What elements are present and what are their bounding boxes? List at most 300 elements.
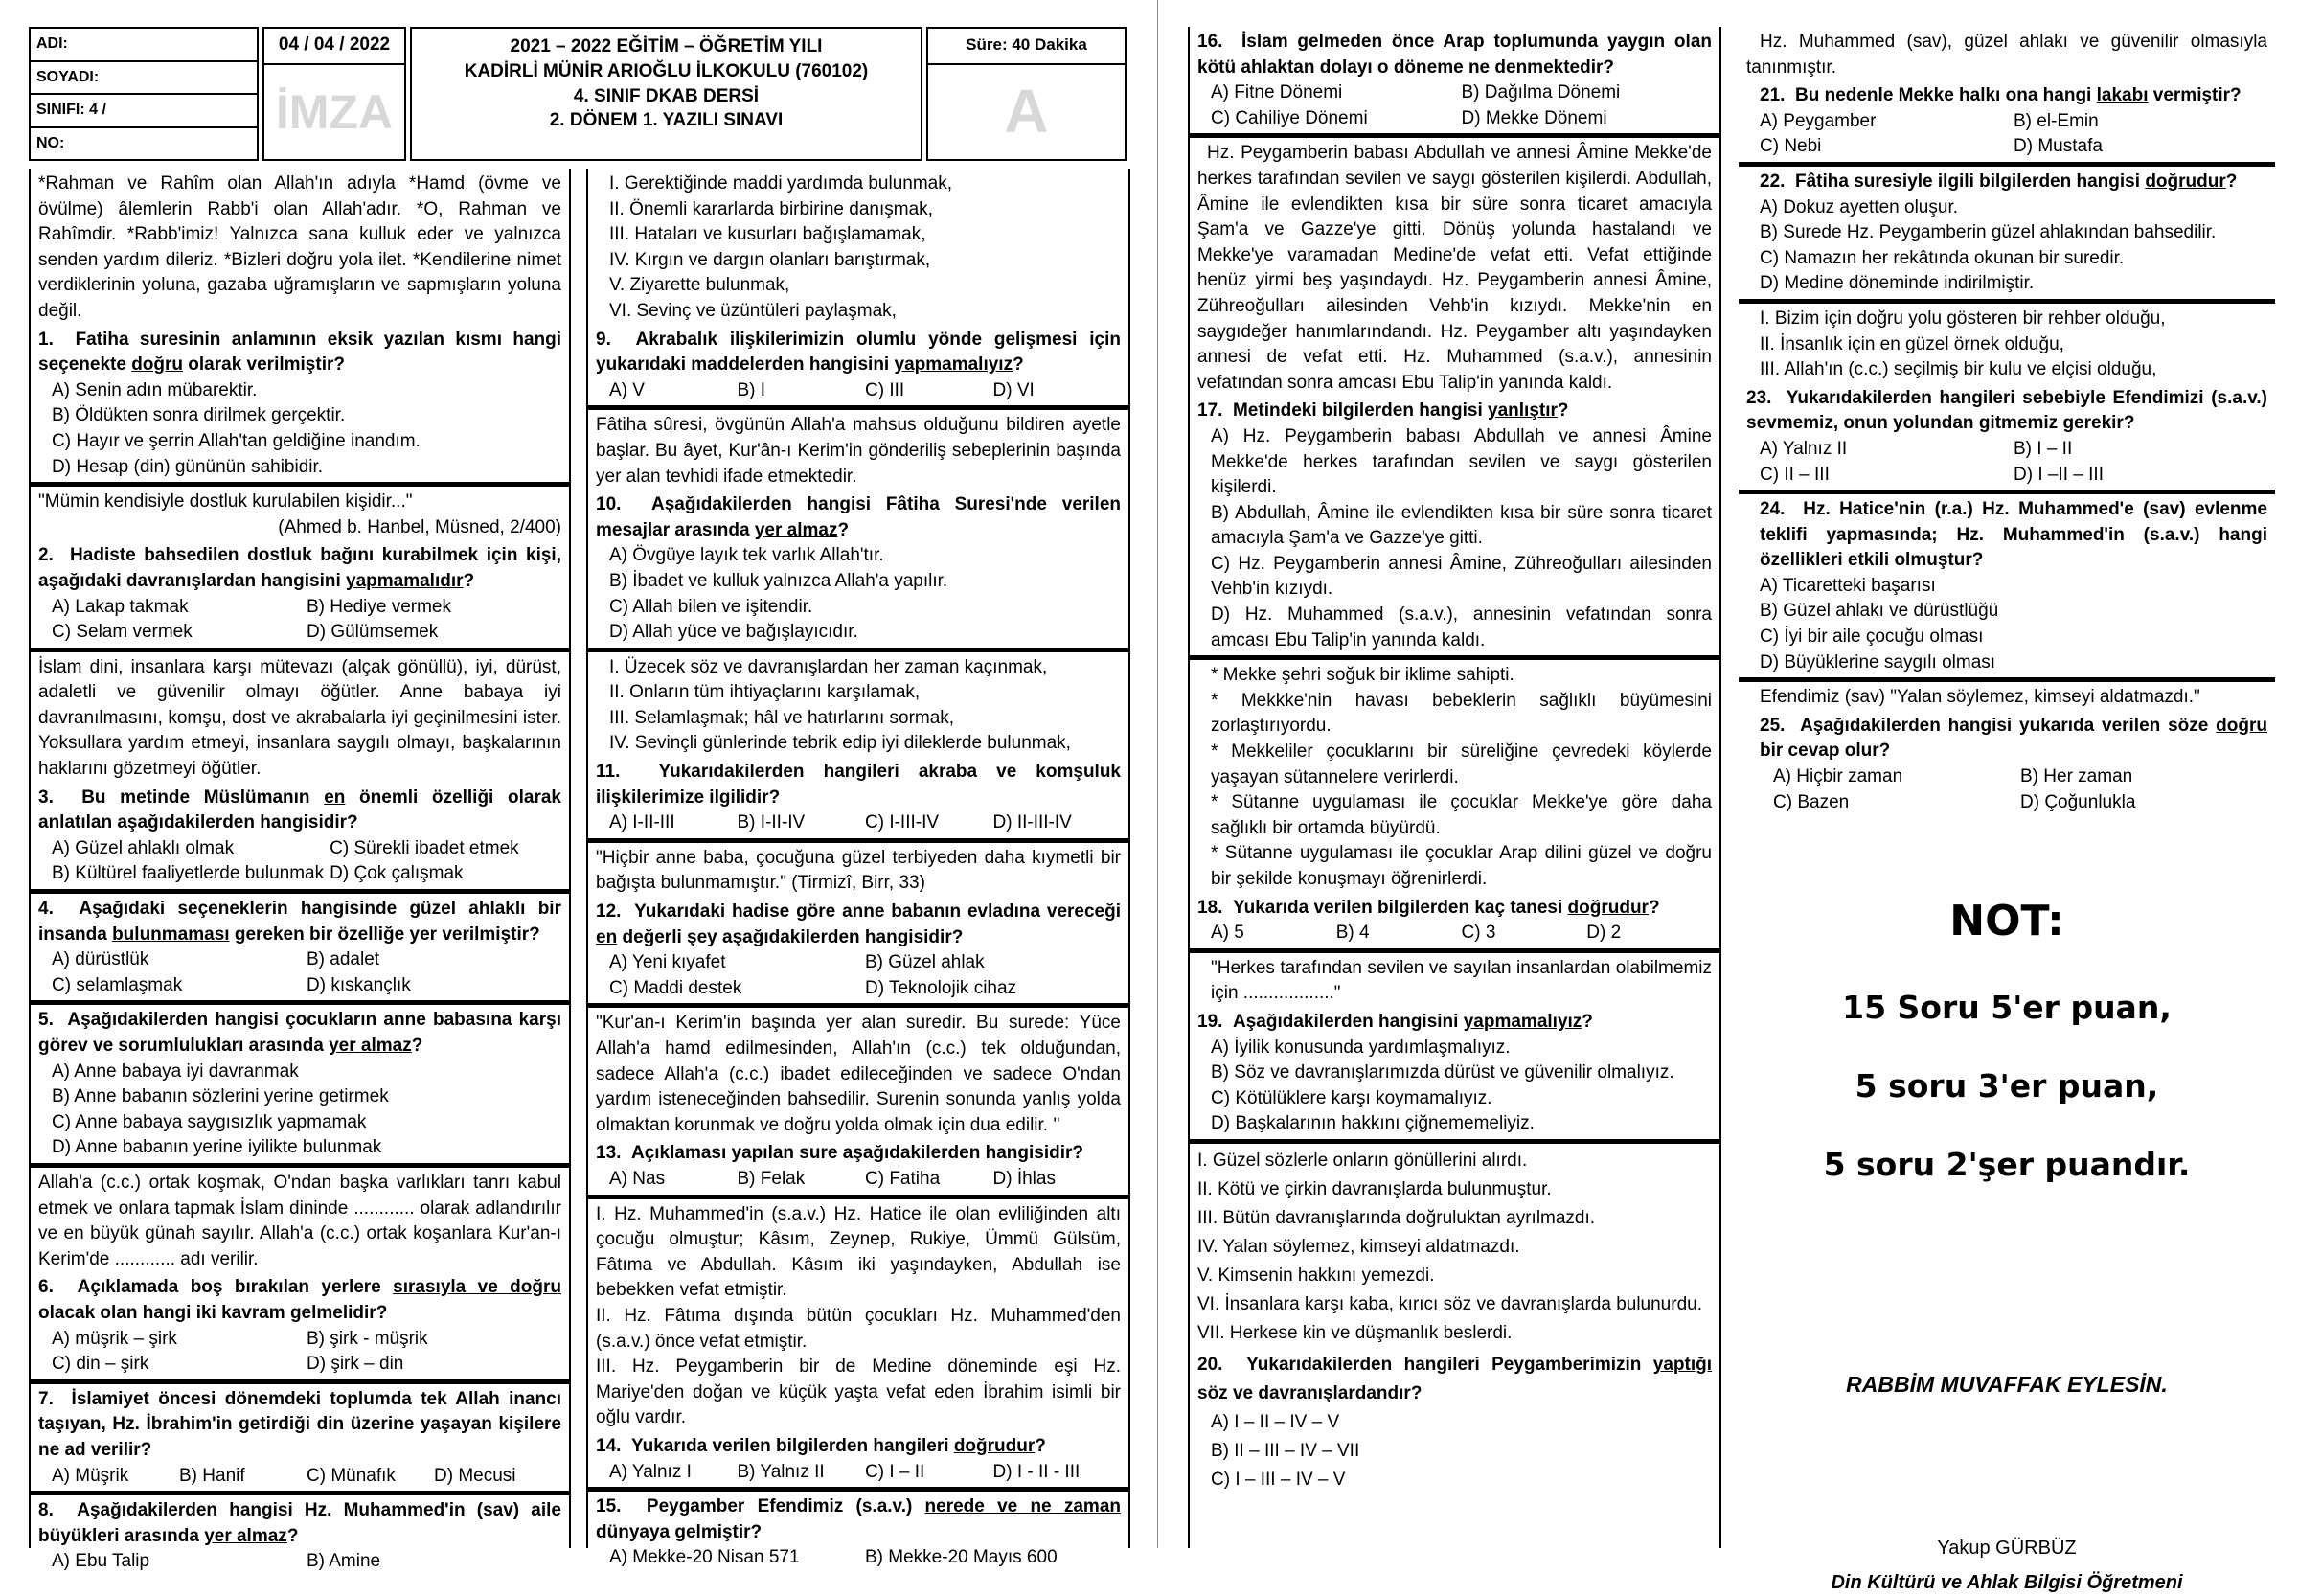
question-11 xyxy=(596,760,1121,810)
question-text: 14. xyxy=(596,1435,622,1456)
sura-description: "Kur'an-ı Kerim'in başında yer alan suredir. Bu surede: Yüce Allah'a hamd edilmesinden, Allah'ın (c.c.) tek olduğundan, sadece Allah'a (c.c.) ibadet edileceğinden ve sadece O'ndan yardım isteneceğinden bahsedilir. Surenin sonunda yanlış yolda olmaktan korunmak ve doğru yolda olmak için dua edilir. '' xyxy=(596,1013,1121,1135)
question-text: ? xyxy=(837,519,850,540)
option[interactable]: B) el-Emin xyxy=(2014,110,2099,131)
options-grid xyxy=(596,1545,1121,1571)
options-grid xyxy=(1746,764,2267,815)
option[interactable]: D) Çoğunlukla xyxy=(2020,791,2136,812)
question-text: İslamiyet öncesi dönemdeki toplumda tek Allah inancı taşıyan, Hz. İbrahim'in getirdiği din üzerine yaşayan kişilere ne ad verilir? xyxy=(38,1388,561,1460)
option[interactable]: D) Mekke Dönemi xyxy=(1461,107,1607,128)
note-title: NOT: xyxy=(1949,897,2064,946)
question-text: dünyaya gelmiştir? xyxy=(596,1521,763,1542)
question-text: Yukarıdaki hadise göre anne babanın evladına vereceği xyxy=(634,901,1121,923)
question-text: Aşağıdakilerden hangisi çocukların anne babasına karşı görev ve sorumlulukları arasında xyxy=(38,1010,561,1056)
question-6 xyxy=(38,1275,561,1326)
question-text: 17. xyxy=(1197,400,1223,422)
title-line: 2. DÖNEM 1. YAZILI SINAVI xyxy=(549,110,784,131)
question-text: Aşağıdakilerden hangisi Fâtiha Suresi'nde verilen mesajlar arasında xyxy=(596,494,1122,540)
question-text: nerede ve ne zaman xyxy=(924,1496,1121,1517)
question-text: Aşağıdakilerden hangisi yukarıda verilen söze xyxy=(1800,715,2217,736)
option[interactable]: C) din – şirk xyxy=(52,1354,149,1375)
option[interactable]: C) III xyxy=(865,379,905,400)
question-text: Aşağıdaki seçeneklerin hangisinde güzel ahlaklı bir insanda xyxy=(38,899,561,945)
question-text: Fâtiha suresiyle ilgili bilgilerden hangisi xyxy=(1794,171,2146,192)
list-item: III. Hz. Peygamberin bir de Medine döneminde eşi Hz. Mariye'den doğan ve küçük yaşta vefat eden İbrahim isimli bir oğlu vardır. xyxy=(596,1357,1121,1428)
question-text: Fatiha suresinin anlamının eksik yazılan kısmı hangi seçenekte xyxy=(38,329,561,376)
question-25 xyxy=(1746,714,2267,764)
question-text: Açıklamada boş bırakılan yerlere xyxy=(77,1277,394,1298)
note-line: 15 Soru 5'er puan, xyxy=(1842,988,2172,1026)
option[interactable]: B) Güzel ahlakı ve dürüstlüğü xyxy=(1760,601,1999,622)
list-item: I. Güzel sözlerle onların gönüllerini alırdı. xyxy=(1197,1150,1528,1171)
option[interactable]: D) İhlas xyxy=(992,1168,1056,1189)
option[interactable]: B) Kültürel faaliyetlerde bulunmak xyxy=(52,863,325,884)
children-list xyxy=(596,1199,1121,1434)
note-line: 5 soru 2'şer puandır. xyxy=(1823,1146,2191,1184)
question-text: 9. xyxy=(596,329,611,350)
kinship-list xyxy=(596,169,1121,328)
option[interactable]: A) Övgüye layık tek varlık Allah'tır. xyxy=(609,545,884,566)
list-item: IV. Yalan söylemez, kimseyi aldatmazdı. xyxy=(1197,1236,1520,1257)
question-text: doğrudur xyxy=(1567,897,1649,918)
question-text: 4. xyxy=(38,899,54,920)
option[interactable]: D) VI xyxy=(992,379,1035,400)
question-text: en xyxy=(596,926,618,947)
option[interactable]: B) Surede Hz. Peygamberin güzel ahlakından bahsedilir. xyxy=(1760,222,2217,243)
option[interactable]: C) Allah bilen ve işitendir. xyxy=(609,596,813,617)
question-5 xyxy=(38,1005,561,1059)
option[interactable]: A) dürüstlük xyxy=(52,949,149,970)
question-text: yer almaz xyxy=(204,1525,287,1546)
relations-list xyxy=(596,652,1121,760)
list-item: III. Allah'ın (c.c.) seçilmiş bir kulu ve elçisi olduğu, xyxy=(1760,359,2157,380)
quote-text: "Herkes tarafından sevilen ve sayılan insanlardan olabilmemiz için .................." xyxy=(1211,957,1712,1004)
hadith-source: (Ahmed b. Hanbel, Müsned, 2/400) xyxy=(278,516,561,537)
question-text: doğrudur xyxy=(2145,171,2226,192)
list-item: II. Hz. Fâtıma dışında bütün çocukları Hz. Muhammed'den (s.a.v.) önce vefat etmiştir. xyxy=(596,1305,1121,1352)
question-text: 25. xyxy=(1760,715,1786,736)
question-text: en xyxy=(324,787,346,808)
question-text: Aşağıdakilerden hangisi Hz. Muhammed'in (sav) aile büyükleri arasında xyxy=(38,1500,561,1546)
option[interactable]: C) I – III – IV – V xyxy=(1211,1470,1346,1491)
option[interactable]: C) Anne babaya saygısızlık yapmamak xyxy=(52,1111,367,1132)
option[interactable]: B) I xyxy=(737,379,766,400)
list-item: * Mekkke'nin havası bebeklerin sağlıklı büyümesini zorlaştırıyordu. xyxy=(1211,690,1712,737)
list-item: V. Ziyarette bulunmak, xyxy=(609,275,790,296)
option[interactable]: C) Sürekli ibadet etmek xyxy=(330,837,519,858)
option[interactable]: A) I – II – IV – V xyxy=(1211,1412,1340,1433)
question-text: Yukarıdakilerden hangileri Peygamberimizin xyxy=(1246,1355,1653,1376)
question-20 xyxy=(1197,1351,1712,1408)
option[interactable]: B) Mekke-20 Mayıs 600 xyxy=(865,1547,1058,1568)
question-text: ? xyxy=(1557,400,1569,422)
question-text: 6. xyxy=(38,1277,54,1298)
exam-group: A xyxy=(1004,77,1049,147)
option[interactable]: C) Hayır ve şerrin Allah'tan geldiğine inandım. xyxy=(52,430,421,451)
option[interactable]: D) Hesap (din) gününün sahibidir. xyxy=(52,456,324,477)
question-text: doğrudur xyxy=(953,1435,1036,1456)
question-text: ? xyxy=(1582,1011,1593,1032)
number-field[interactable]: NO: xyxy=(36,134,65,151)
exam-duration: Süre: 40 Dakika xyxy=(928,29,1125,65)
option[interactable]: D) Teknolojik cihaz xyxy=(865,977,1017,998)
question-text: ? xyxy=(1035,1435,1046,1456)
question-text: 20. xyxy=(1197,1355,1223,1376)
question-text: yer almaz xyxy=(329,1036,412,1056)
option[interactable]: A) Ticaretteki başarısı xyxy=(1760,575,1936,596)
hadith-block xyxy=(38,487,561,543)
list-item: II. Kötü ve çirkin davranışlarda bulunmuştur. xyxy=(1197,1178,1552,1199)
title-line: 4. SINIF DKAB DERSİ xyxy=(573,85,760,106)
option[interactable]: B) Güzel ahlak xyxy=(865,952,985,973)
question-text: 19. xyxy=(1197,1011,1223,1032)
option[interactable]: D) şirk – din xyxy=(307,1354,404,1375)
list-item: III. Hataları ve kusurları bağışlamamak, xyxy=(609,224,926,245)
question-text: 1. xyxy=(38,329,54,350)
option[interactable]: D) Çok çalışmak xyxy=(330,863,464,884)
question-text: yer almaz xyxy=(754,519,838,540)
option[interactable]: A) Anne babaya iyi davranmak xyxy=(52,1060,299,1082)
question-text: Bu nedenle Mekke halkı ona hangi xyxy=(1794,85,2097,106)
group-box xyxy=(926,27,1127,161)
shirk-text: Allah'a (c.c.) ortak koşmak, O'ndan başka varlıkları tanrı kabul etmek ve onlara tapmak İslam dininde ............ olarak adlandırılır ve en büyük günah sayılır. Allah'a (c.c.) ortak koşanlara Kur'an-ı Kerim'de ............ adı verilir. xyxy=(38,1172,561,1269)
question-text: ? xyxy=(463,570,475,591)
list-item: I. Gerektiğinde maddi yardımda bulunmak, xyxy=(609,173,953,194)
question-text: doğru xyxy=(2216,715,2267,736)
question-text: ? xyxy=(1648,897,1660,918)
options-grid xyxy=(1746,109,2267,160)
question-text: vermiştir? xyxy=(2148,85,2242,106)
list-item: II. Önemli kararlarda birbirine danışmak, xyxy=(609,198,933,219)
question-text: yapmamalıyız xyxy=(1463,1011,1582,1032)
hadith-quote: "Mümin kendisiyle dostluk kurulabilen kişidir..." xyxy=(38,491,413,513)
islam-text: İslam dini, insanlara karşı mütevazı (alçak gönüllü), iyi, dürüst, adaletli ve güvenilir olmayı öğütler. Anne babaya iyi davranılmasını, komşu, dost ve akrabalarla iyi geçinilmesini ister. Yoksullara yardım etmeyi, insanlara saygılı olmayı, başkalarının haklarını gözetmeyi öğütler. xyxy=(38,656,561,780)
list-item: I. Hz. Muhammed'in (s.a.v.) Hz. Hatice ile olan evliliğinden altı çocuğu olmuştur; Kâsım, Zeynep, Rukiye, Ümmü Gülsüm, Fâtıma ve Abdullah. Kâsım iki yaşındayken, Abdullah ise bebekken vefat etmiştir. xyxy=(596,1203,1121,1301)
option[interactable]: A) Hz. Peygamberin babası Abdullah ve annesi Âmine Mekke'de herkes tarafından sevilen ve saygı gösterilen kişilerdi. xyxy=(1211,425,1712,498)
question-text: 7. xyxy=(38,1388,54,1409)
option[interactable]: C) Namazın her rekâtında okunan bir suredir. xyxy=(1760,247,2125,268)
question-text: doğru xyxy=(131,354,184,376)
option[interactable]: B) Öldükten sonra dirilmek gerçektir. xyxy=(52,405,346,426)
question-text: İslam gelmeden önce Arap toplumunda yaygın olan kötü ahlaktan dolayı o döneme ne denmektedir? xyxy=(1197,32,1712,78)
column-1 xyxy=(29,169,571,1572)
options-grid xyxy=(38,1327,561,1378)
option[interactable]: A) Hiçbir zaman xyxy=(1773,766,1903,787)
option[interactable]: D) Başkalarının hakkını çiğnememeliyiz. xyxy=(1211,1113,1535,1134)
option[interactable]: A) 5 xyxy=(1211,923,1244,944)
option[interactable]: C) I-III-IV xyxy=(865,812,940,833)
question-8 xyxy=(38,1495,561,1549)
question-text: Yukarıda verilen bilgilerden hangileri xyxy=(630,1435,954,1456)
options-grid xyxy=(596,950,1121,1001)
question-text: 2. xyxy=(38,545,54,566)
option[interactable]: C) Kötülüklere karşı koymamalıyız. xyxy=(1211,1087,1492,1108)
question-text: ? xyxy=(286,1525,299,1546)
options-grid xyxy=(38,595,561,646)
options-grid xyxy=(38,1464,561,1490)
question-16 xyxy=(1197,27,1712,80)
list-item: I. Üzecek söz ve davranışlardan her zaman kaçınmak, xyxy=(609,656,1048,677)
option[interactable]: A) Dokuz ayetten oluşur. xyxy=(1760,196,1958,217)
option[interactable]: D) kıskançlık xyxy=(307,974,411,995)
question-text: 21. xyxy=(1760,85,1786,106)
option[interactable]: A) Fitne Dönemi xyxy=(1211,82,1343,103)
title-line: 2021 – 2022 EĞİTİM – ÖĞRETİM YILI xyxy=(510,36,823,57)
honesty-quote: Efendimiz (sav) "Yalan söylemez, kimseyi aldatmazdı." xyxy=(1760,687,2200,708)
option[interactable]: A) Yalnız II xyxy=(1760,438,1848,459)
question-2 xyxy=(38,543,561,594)
option[interactable]: A) müşrik – şirk xyxy=(52,1328,177,1349)
list-item: VI. Sevinç ve üzüntüleri paylaşmak, xyxy=(609,300,897,321)
option[interactable]: B) I-II-IV xyxy=(737,812,806,833)
question-text: söz ve davranışlardandır? xyxy=(1197,1383,1423,1404)
option[interactable]: B) Dağılma Dönemi xyxy=(1461,82,1621,103)
option[interactable]: D) I - II - III xyxy=(992,1461,1081,1482)
option[interactable]: A) Mekke-20 Nisan 571 xyxy=(609,1547,800,1568)
options-grid xyxy=(596,378,1121,404)
list-item: III. Selamlaşmak; hâl ve hatırlarını sormak, xyxy=(609,707,955,728)
question-text: önemli özelliği olarak anlatılan aşağıdakilerden hangisidir? xyxy=(38,787,561,833)
question-15 xyxy=(596,1492,1121,1545)
teacher-name: Yakup GÜRBÜZ xyxy=(1937,1537,2077,1559)
exam-page-1 xyxy=(29,27,1130,1572)
option[interactable]: B) Abdullah, Âmine ile evlendikten kısa bir süre sonra ticaret amacıyla Şam'a ve Gazze'ye gitti. xyxy=(1211,502,1712,549)
date-sign-box xyxy=(262,27,406,161)
exam-header xyxy=(29,27,1130,161)
option[interactable]: D) 2 xyxy=(1586,923,1622,944)
option[interactable]: A) Lakap takmak xyxy=(52,596,189,617)
option[interactable]: B) Yalnız II xyxy=(737,1461,825,1482)
question-text: olacak olan hangi iki kavram gelmelidir? xyxy=(38,1302,388,1323)
question-text: 11. xyxy=(596,762,621,783)
question-3 xyxy=(38,786,561,836)
question-text: lakabı xyxy=(2096,85,2149,106)
option[interactable]: A) İyilik konusunda yardımlaşmalıyız. xyxy=(1211,1037,1511,1058)
option[interactable]: C) Maddi destek xyxy=(609,977,742,998)
question-text: olarak verilmiştir? xyxy=(183,354,345,376)
option[interactable]: B) İbadet ve kulluk yalnızca Allah'a yapılır. xyxy=(609,570,948,591)
question-text: ? xyxy=(411,1036,423,1056)
question-text: 22. xyxy=(1760,171,1786,192)
question-text: bir cevap olur? xyxy=(1760,741,1891,762)
question-text: sırasıyla ve doğru xyxy=(393,1277,561,1298)
title-line: KADİRLİ MÜNİR ARIOĞLU İLKOKULU (760102) xyxy=(464,60,869,81)
question-14 xyxy=(596,1434,1121,1460)
exam-date: 04 / 04 / 2022 xyxy=(264,29,404,65)
option[interactable]: B) Hediye vermek xyxy=(307,596,451,617)
column-3 xyxy=(1188,27,1721,1548)
option[interactable]: C) selamlaşmak xyxy=(52,974,183,995)
question-13 xyxy=(596,1141,1121,1167)
option[interactable]: D) Büyüklerine saygılı olması xyxy=(1760,651,1996,673)
question-text: Hz. Hatice'nin (r.a.) Hz. Muhammed'e (sav) evlenme teklifi yapmasında; Hz. Muhammed'in (s.a.v.) hangi özellikleri etkili olmuştur? xyxy=(1760,499,2267,571)
list-item: * Sütanne uygulaması ile çocuklar Mekke'ye göre daha sağlıklı bir ortamda büyürdü. xyxy=(1211,792,1712,838)
option[interactable]: C) II – III xyxy=(1760,464,1830,485)
option[interactable]: A) V xyxy=(609,379,645,400)
hadith-text: "Hiçbir anne baba, çocuğuna güzel terbiyeden daha kıymetli bir bağışta bulunmamıştır." (Tirmizî, Birr, 33) xyxy=(596,847,1121,894)
option[interactable]: B) Felak xyxy=(737,1168,806,1189)
question-text: Bu metinde Müslümanın xyxy=(81,787,325,808)
option[interactable]: A) Güzel ahlaklı olmak xyxy=(52,837,235,858)
question-text: değerli şey aşağıdakilerden hangisidir? xyxy=(617,926,964,947)
question-text: 24. xyxy=(1760,499,1786,520)
option[interactable]: A) Senin adın mübarektir. xyxy=(52,379,258,400)
option[interactable]: D) Anne babanın yerine iyilikte bulunmak xyxy=(52,1137,382,1158)
question-text: 23. xyxy=(1746,387,1772,408)
fatiha-text: Fâtiha sûresi, övgünün Allah'a mahsus olduğunu bildiren ayetle başlar. Bu âyet, Kur'ân-ı Kerim'in gönderiliş sebeplerinin başında yer alan tevhidi ifade etmektedir. xyxy=(596,415,1121,487)
options-grid xyxy=(1746,437,2267,488)
name-field[interactable]: ADI: xyxy=(31,29,257,62)
question-text: 13. xyxy=(596,1143,622,1164)
list-item: III. Bütün davranışlarında doğruluktan ayrılmazdı. xyxy=(1197,1207,1596,1228)
option[interactable]: B) II – III – IV – VII xyxy=(1211,1441,1360,1462)
option[interactable]: C) 3 xyxy=(1461,923,1496,944)
column-2 xyxy=(586,169,1130,1568)
option[interactable]: D) Allah yüce ve bağışlayıcıdır. xyxy=(609,622,858,643)
option[interactable]: D) Mecusi xyxy=(434,1465,516,1486)
blessing-text: RABBİM MUVAFFAK EYLESİN. xyxy=(1846,1372,2168,1398)
question-text: yapmamalıyız xyxy=(894,354,1013,376)
option[interactable]: D) II-III-IV xyxy=(992,812,1072,833)
question-text: Yukarıda verilen bilgilerden kaç tanesi xyxy=(1232,897,1568,918)
question-text: yanlıştır xyxy=(1488,400,1558,422)
option[interactable]: B) Her zaman xyxy=(2020,766,2133,787)
question-12 xyxy=(596,900,1121,950)
question-9 xyxy=(596,328,1121,378)
options-grid xyxy=(38,947,561,998)
list-item: I. Bizim için doğru yolu gösteren bir rehber olduğu, xyxy=(1760,308,2166,329)
question-text: 10. xyxy=(596,494,622,515)
option[interactable]: B) adalet xyxy=(307,949,380,970)
option[interactable]: B) Amine xyxy=(307,1551,381,1572)
list-item: II. İnsanlık için en güzel örnek olduğu, xyxy=(1760,333,2064,354)
question-text: 12. xyxy=(596,901,622,923)
question-text: Yukarıdakilerden hangileri sebebiyle Efendimizi (s.a.v.) sevmemiz, onun yolundan gitmemiz gerekir? xyxy=(1746,387,2267,434)
options-grid xyxy=(596,1167,1121,1193)
list-item: II. Onların tüm ihtiyaçlarını karşılamak, xyxy=(609,682,921,703)
fatiha-meaning: *Rahman ve Rahîm olan Allah'ın adıyla *Hamd (övme ve övülme) âlemlerin Rabb'i olan Allah'adır. *O, Rahman ve Rahîmdir. *Rabb'imiz! Yalnızca sana kulluk eder ve yalnızca senden yardım dileriz. *Bizleri doğru yola ilet. *Kendilerine nimet verdiklerinin yoluna, gazaba uğramışların ve sapmışların yoluna değil. xyxy=(38,173,561,321)
question-18 xyxy=(1197,896,1712,922)
question-text: 5. xyxy=(38,1010,54,1031)
signature-area[interactable]: İMZA xyxy=(275,85,394,139)
option[interactable]: A) Peygamber xyxy=(1760,110,1877,131)
mecca-facts xyxy=(1197,660,1712,895)
list-item: IV. Kırgın ve dargın olanları barıştırmak, xyxy=(609,249,931,270)
option[interactable]: C) Münafık xyxy=(307,1465,396,1486)
list-item: VI. İnsanlara karşı kaba, kırıcı söz ve davranışlarda bulunurdu. xyxy=(1197,1294,1702,1315)
question-23 xyxy=(1746,386,2267,437)
option[interactable]: C) İyi bir aile çocuğu olması xyxy=(1760,627,1984,648)
reasons-list xyxy=(1746,304,2267,386)
question-text: Yukarıdakilerden hangileri akraba ve komşuluk ilişkilerimize ilgilidir? xyxy=(596,762,1121,808)
option[interactable]: C) Nebi xyxy=(1760,136,1822,157)
question-text: yapmamalıdır xyxy=(346,570,464,591)
question-text: ? xyxy=(2225,171,2238,192)
list-item: * Sütanne uygulaması ile çocuklar Arap dilini güzel ve doğru bir şekilde konuşmayı öğrenirlerdi. xyxy=(1211,843,1712,889)
question-text: Açıklaması yapılan sure aşağıdakilerden hangisidir? xyxy=(630,1143,1084,1164)
column-4 xyxy=(1739,27,2275,1593)
student-info-box xyxy=(29,27,259,161)
exam-page-2 xyxy=(1188,27,2275,1593)
question-text: bulunmaması xyxy=(112,923,230,945)
behaviors-list xyxy=(1197,1144,1712,1351)
option[interactable]: D) Medine döneminde indirilmiştir. xyxy=(1760,273,2035,294)
teacher-role: Din Kültürü ve Ahlak Bilgisi Öğretmeni xyxy=(1831,1571,2183,1593)
option[interactable]: A) Ebu Talip xyxy=(52,1551,150,1572)
question-4 xyxy=(38,894,561,947)
options-grid xyxy=(38,836,561,887)
question-text: yaptığı xyxy=(1652,1355,1713,1376)
option[interactable]: A) Müşrik xyxy=(52,1465,129,1486)
option[interactable]: A) Nas xyxy=(609,1168,666,1189)
option[interactable]: B) I – II xyxy=(2014,438,2073,459)
list-item: * Mekke şehri soğuk bir iklime sahipti. xyxy=(1211,665,1514,686)
question-text: Metindeki bilgilerden hangisi xyxy=(1232,400,1489,422)
question-17 xyxy=(1197,399,1712,424)
option[interactable]: B) Söz ve davranışlarımızda dürüst ve güvenilir olmalıyız. xyxy=(1211,1062,1674,1083)
question-text: 16. xyxy=(1197,32,1223,52)
question-text: Hadiste bahsedilen dostluk bağını kurabilmek için kişi, aşağıdaki davranışlardan hangisini xyxy=(38,545,561,591)
option[interactable]: C) Selam vermek xyxy=(52,622,193,643)
option[interactable]: D) I –II – III xyxy=(2014,464,2104,485)
question-10 xyxy=(596,492,1121,543)
option[interactable]: C) Hz. Peygamberin annesi Âmine, Zühreoğulları ailesinden Vehb'in kızıydı. xyxy=(1211,553,1712,600)
note-line: 5 soru 3'er puan, xyxy=(1855,1067,2159,1105)
question-7 xyxy=(38,1384,561,1464)
question-text: 15. xyxy=(596,1496,622,1517)
list-item: * Mekkeliler çocuklarını bir süreliğine çevredeki köylerde yaşayan sütannelere verirlerdi. xyxy=(1211,741,1712,787)
list-item: IV. Sevinçli günlerinde tebrik edip iyi dileklerde bulunmak, xyxy=(609,733,1071,754)
question-21 xyxy=(1746,83,2267,109)
options-grid xyxy=(596,1460,1121,1486)
option[interactable]: A) Yeni kıyafet xyxy=(609,952,726,973)
option[interactable]: D) Gülümsemek xyxy=(307,622,439,643)
emin-text: Hz. Muhammed (sav), güzel ahlakı ve güvenilir olmasıyla tanınmıştır. xyxy=(1746,32,2267,78)
question-1 xyxy=(38,328,561,378)
exam-title xyxy=(410,27,922,161)
option[interactable]: C) Bazen xyxy=(1773,791,1850,812)
option[interactable]: C) I – II xyxy=(865,1461,925,1482)
option[interactable]: A) Yalnız I xyxy=(609,1461,692,1482)
question-text: 18. xyxy=(1197,897,1223,918)
prophet-family-text: Hz. Peygamberin babası Abdullah ve annesi Âmine Mekke'de herkes tarafından sevilen ve saygı gösterilen kişilerdi. Abdullah, Âmine ile evlendikten kısa bir süre sonra ticaret amacıyla Şam'a ve Gazze'ye gitti. Dönüş yolunda hastalandı ve Mekke'ye varamadan Medine'de vefat etti. Vefat ettiğinde henüz yirmi beş yaşındaydı. Hz. Peygamberin annesi Âmine, Zühreoğulları ailesinden Vehb'in kızıydı. Mekke'nin en saygıdeğer hanımlarındandı. Hz. Peygamber altı yaşındayken annesi de vefat etti. Hz. Muhammed (s.a.v.), annesinin vefatından sonra amcası Ebu Talip'in yanında kaldı. xyxy=(1197,143,1712,393)
class-field[interactable]: SINIFI: 4 / xyxy=(31,95,257,128)
option[interactable]: D) Mustafa xyxy=(2014,136,2103,157)
options-grid xyxy=(1197,921,1712,946)
question-text: Akrabalık ilişkilerimizin olumlu yönde gelişmesi için yukarıdaki maddelerden hangisini xyxy=(596,329,1121,376)
question-text: ? xyxy=(1013,354,1024,376)
option[interactable]: D) Hz. Muhammed (s.a.v.), annesinin vefatından sonra amcası Ebu Talip'in yanında kaldı. xyxy=(1211,604,1712,650)
list-item: V. Kimsenin hakkını yemezdi. xyxy=(1197,1265,1435,1286)
question-text: Peygamber Efendimiz (s.a.v.) xyxy=(646,1496,925,1517)
question-text: Aşağıdakilerden hangisini xyxy=(1232,1011,1464,1032)
option[interactable]: B) Anne babanın sözlerini yerine getirmek xyxy=(52,1086,389,1107)
surname-field[interactable]: SOYADI: xyxy=(31,62,257,96)
options-grid xyxy=(38,1549,561,1575)
option[interactable]: C) Fatiha xyxy=(865,1168,941,1189)
list-item: VII. Herkese kin ve düşmanlık beslerdi. xyxy=(1197,1323,1513,1344)
option[interactable]: B) Hanif xyxy=(179,1465,245,1486)
option[interactable]: C) Cahiliye Dönemi xyxy=(1211,107,1368,128)
question-22 xyxy=(1746,167,2267,195)
page-divider xyxy=(1157,0,1158,1548)
question-text: 8. xyxy=(38,1500,54,1521)
question-text: gereken bir özelliğe yer verilmiştir? xyxy=(229,923,540,945)
option[interactable]: B) şirk - müşrik xyxy=(307,1328,428,1349)
options-grid xyxy=(596,810,1121,836)
option[interactable]: B) 4 xyxy=(1335,923,1370,944)
question-19 xyxy=(1197,1010,1712,1036)
option[interactable]: A) I-II-III xyxy=(609,812,675,833)
